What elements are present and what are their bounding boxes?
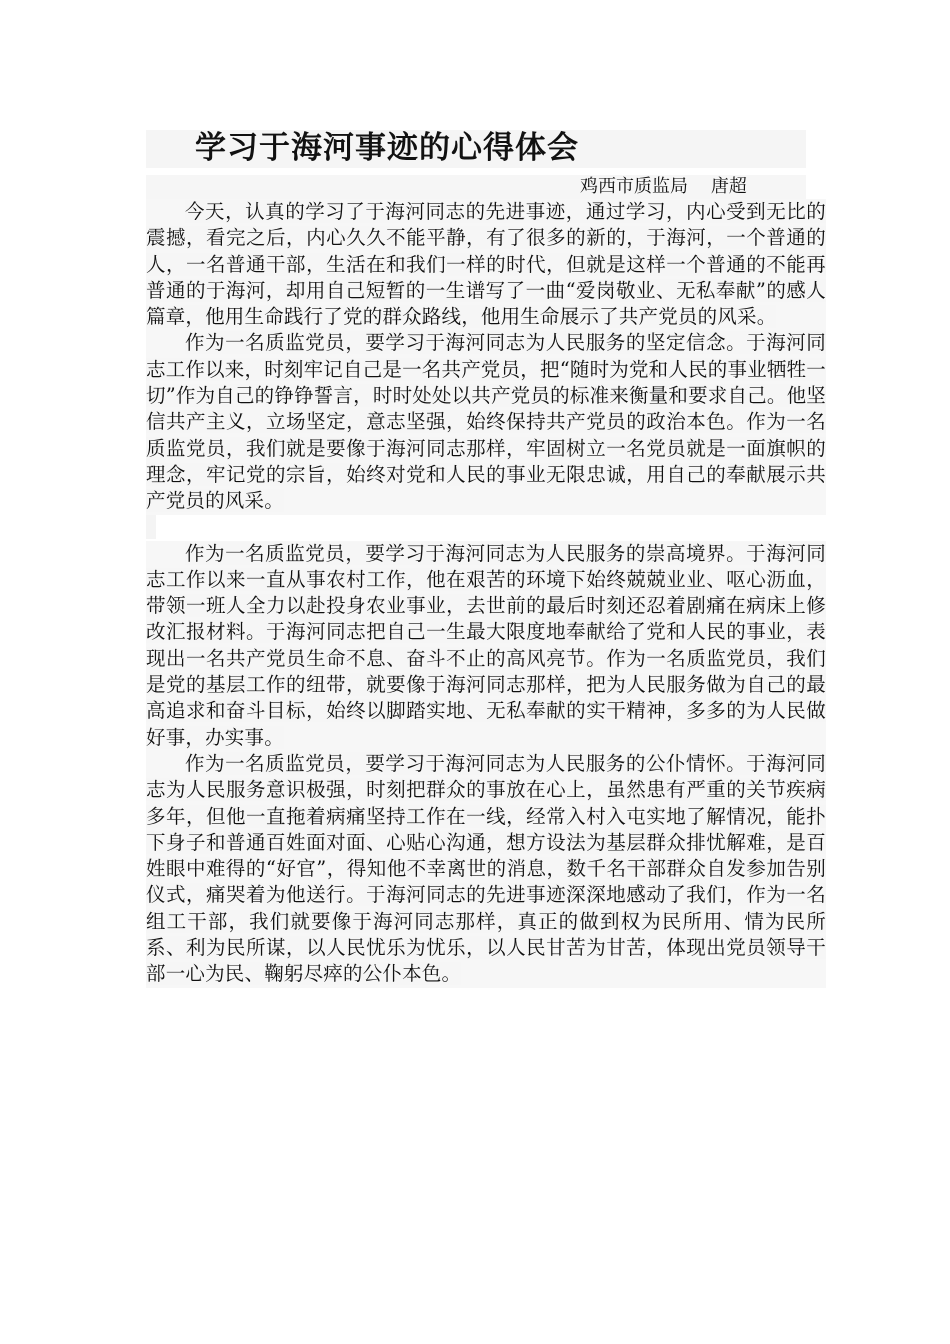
author-byline: 鸡西市质监局 唐超 xyxy=(580,176,747,197)
paragraph-2-text: 作为一名质监党员，要学习于海河同志为人民服务的坚定信念。于海河同志工作以来，时刻牢记自己是一名共产党员，把“随时为党和人民的事业牺牲一切”作为自己的铮铮誓言，时时处处以共产党员的标准来衡量和要求自己。他坚信共产主义，立场坚定，意志坚强，始终保持共产党员的政治本色。作为一名质监党员，我们就是要像于海河同志那样，牢固树立一名党员就是一面旗帜的理念，牢记党的宗旨，始终对党和人民的事业无限忠诚，用自己的奉献展示共产党员的风采。 xyxy=(146,331,826,513)
empty-line-marker xyxy=(146,515,156,539)
paragraph-4 xyxy=(146,751,826,988)
paragraph-2 xyxy=(146,330,826,514)
paragraph-1 xyxy=(146,199,826,330)
paragraph-4-text: 作为一名质监党员，要学习于海河同志为人民服务的公仆情怀。于海河同志为人民服务意识极强，时刻把群众的事放在心上，虽然患有严重的关节疾病多年，但他一直拖着病痛坚持工作在一线，经常入村入屯实地了解情况，能扑下身子和普通百姓面对面、心贴心沟通，想方设法为基层群众排忧解难，是百姓眼中难得的“好官”，得知他不幸离世的消息，数千名干部群众自发参加告别仪式，痛哭着为他送行。于海河同志的先进事迹深深地感动了我们，作为一名组工干部，我们就要像于海河同志那样，真正的做到权为民所用、情为民所系、利为民所谋，以人民忧乐为忧乐，以人民甘苦为甘苦，体现出党员领导干部一心为民、鞠躬尽瘁的公仆本色。 xyxy=(146,751,826,986)
document-title: 学习于海河事迹的心得体会 xyxy=(195,130,579,166)
paragraph-1-text: 今天，认真的学习了于海河同志的先进事迹，通过学习，内心受到无比的震撼，看完之后，内心久久不能平静，有了很多的新的，于海河，一个普通的人，一名普通干部，生活在和我们一样的时代，但就是这样一个普通的不能再普通的于海河，却用自己短暂的一生谱写了一曲“爱岗敬业、无私奉献”的感人篇章，他用生命践行了党的群众路线，他用生命展示了共产党员的风采。 xyxy=(146,200,826,329)
paragraph-gap xyxy=(146,515,826,541)
paragraph-3-text: 作为一名质监党员，要学习于海河同志为人民服务的崇高境界。于海河同志工作以来一直从事农村工作，他在艰苦的环境下始终兢兢业业、呕心沥血，带领一班人全力以赴投身农业事业，去世前的最后时刻还忍着剧痛在病床上修改汇报材料。于海河同志把自己一生最大限度地奉献给了党和人民的事业，表现出一名共产党员生命不息、奋斗不止的高风亮节。作为一名质监党员，我们是党的基层工作的纽带，就要像于海河同志那样，把为人民服务做为自己的最高追求和奋斗目标，始终以脚踏实地、无私奉献的实干精神，多多的为人民做好事，办实事。 xyxy=(146,541,826,749)
paragraph-3 xyxy=(146,541,826,751)
document-body xyxy=(146,199,826,988)
